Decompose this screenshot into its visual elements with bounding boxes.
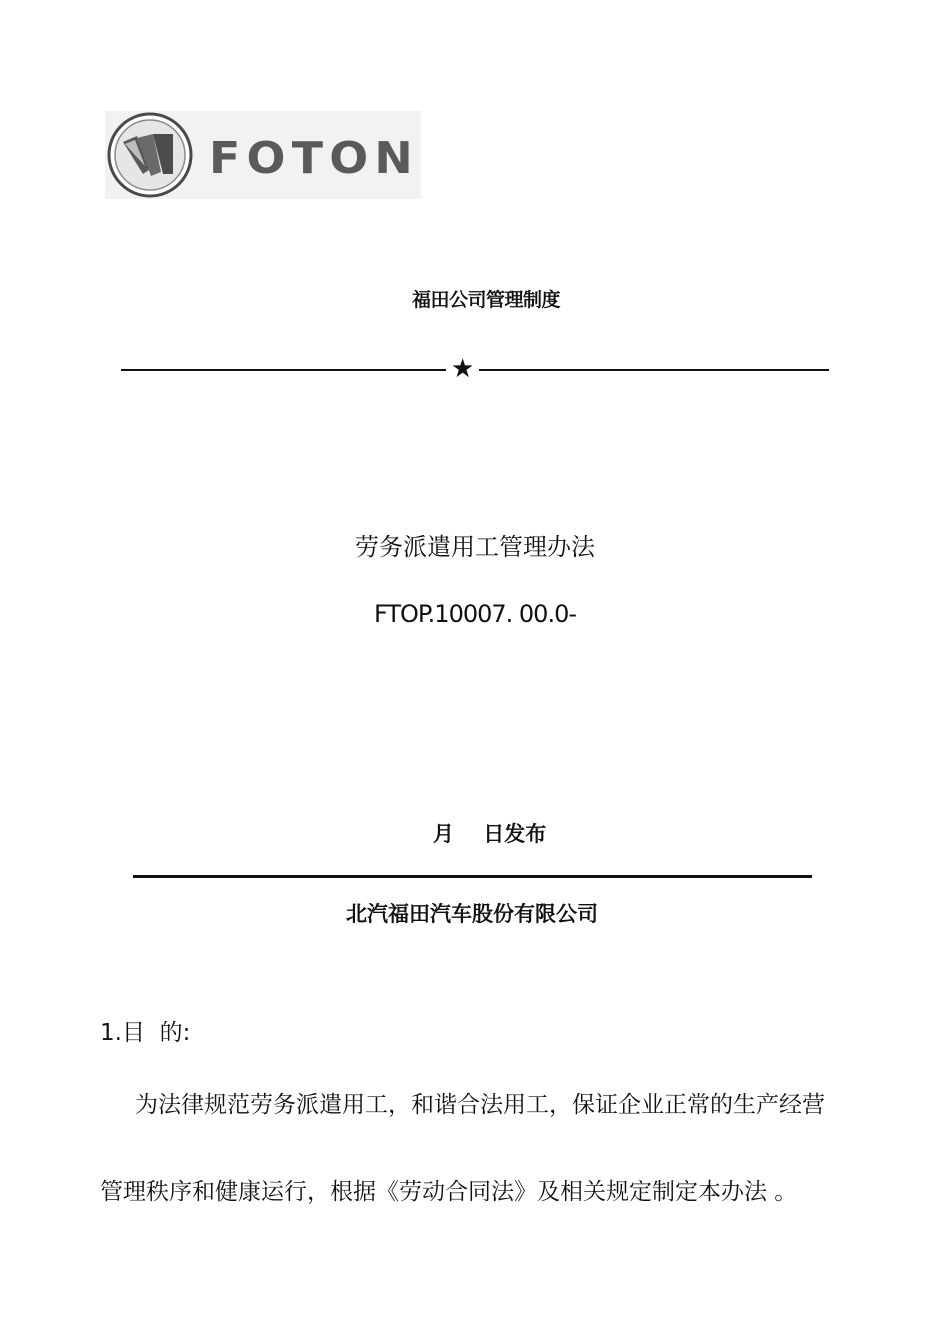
- document-code: FTOP.10007. 00.0-: [374, 600, 576, 628]
- star-divider: [121, 356, 829, 384]
- divider-line-left: [121, 369, 446, 371]
- divider-line-right: [479, 369, 829, 371]
- paragraph-line: 为法律规范劳务派遣用工，和谐合法用工，保证企业正常的生产经营: [135, 1092, 825, 1118]
- section-heading-purpose: 1.目 的:: [100, 1020, 191, 1046]
- company-divider: [133, 875, 812, 878]
- document-title: 劳务派遣用工管理办法: [355, 533, 595, 561]
- svg-text:FOTON: FOTON: [209, 133, 419, 184]
- document-category: 福田公司管理制度: [411, 289, 560, 311]
- foton-wordmark: [209, 129, 421, 185]
- paragraph-line: 管理秩序和健康运行，根据《劳动合同法》及相关规定制定本办法 。: [100, 1179, 798, 1205]
- company-name: 北汽福田汽车股份有限公司: [346, 902, 598, 926]
- foton-emblem-icon: [107, 112, 193, 198]
- star-icon: ★: [451, 354, 475, 384]
- foton-logo: [105, 111, 421, 199]
- issue-date: 月 日发布: [433, 822, 547, 846]
